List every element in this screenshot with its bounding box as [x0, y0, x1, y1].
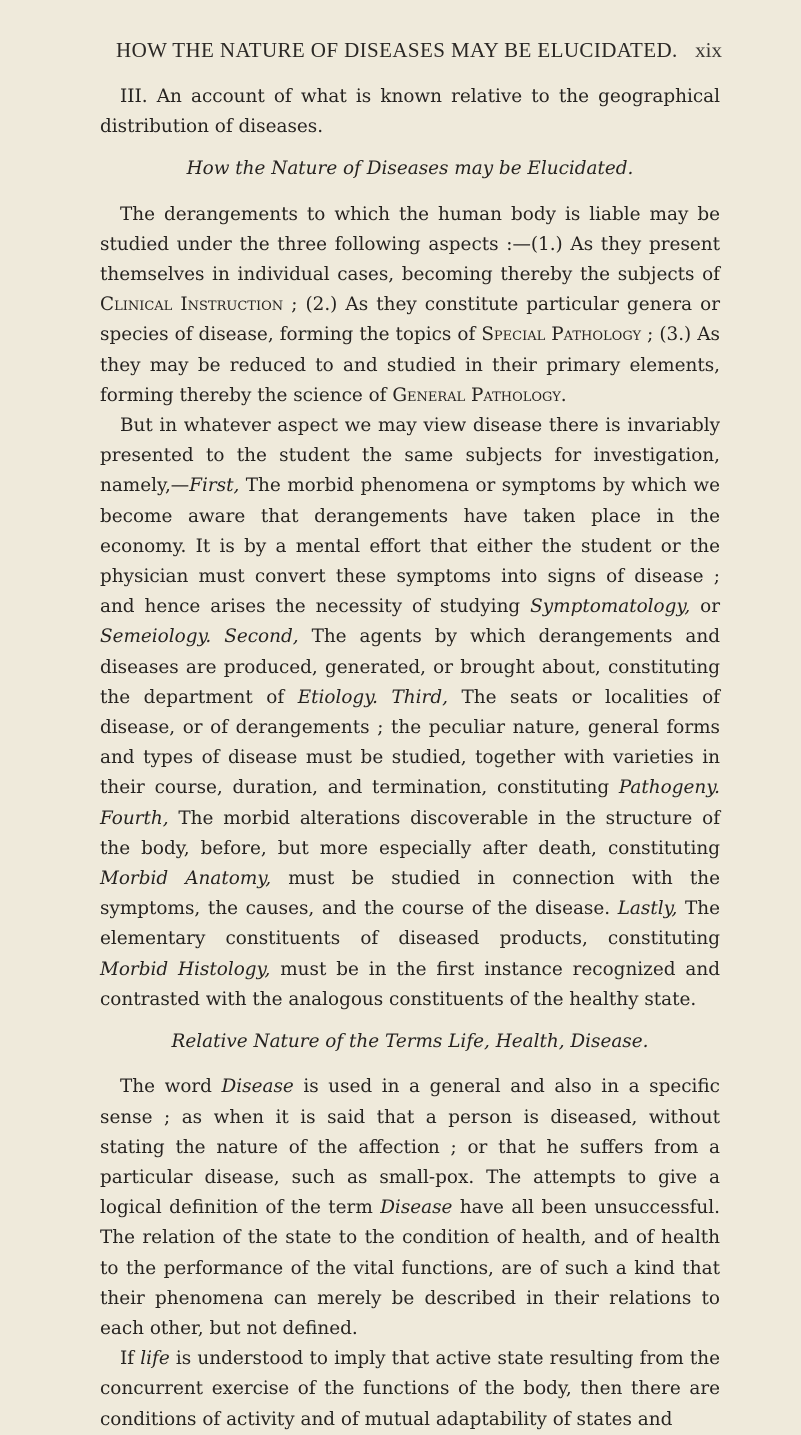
- term-general-pathology: General Pathology: [392, 384, 561, 406]
- text-run: The morbid alterations discoverable in the structure of the body, before, but more especially after death, constituting: [100, 807, 720, 859]
- section-heading-elucidated: How the Nature of Diseases may be Elucidated.: [186, 158, 634, 180]
- text-run: [211, 626, 224, 647]
- term-life: life: [140, 1348, 170, 1370]
- term-symptomatology: Symptomatology,: [530, 596, 691, 618]
- term-first: First,: [189, 475, 240, 497]
- term-semeiology: Semeiology.: [100, 626, 212, 648]
- text-run: The derangements to which the human body is liable may be studied under the three following aspects :—(1.) As they present themselves in individual cases, becoming thereby the subjects of: [100, 203, 720, 286]
- text-run: .: [560, 384, 567, 406]
- paragraph-life: [100, 1344, 720, 1435]
- paragraph-subjects: [100, 411, 720, 1015]
- text-run: must be studied in connection with the symptoms, the causes, and the course of the disease.: [100, 868, 721, 920]
- text-run: or: [690, 596, 720, 618]
- text-run: must be in the first instance recognized and contrasted with the analogous constituents of the healthy state.: [100, 958, 720, 1010]
- term-special-pathology: Special Pathology: [481, 324, 642, 346]
- text-run: The elementary constituents of diseased products, constituting: [100, 898, 720, 950]
- running-title: HOW THE NATURE OF DISEASES MAY BE ELUCIDATED.: [116, 38, 678, 62]
- text-run: ; (2.) As they constitute particular genera or species of disease, forming the topics of: [100, 294, 720, 346]
- text-run: The morbid phenomena or symptoms by which we become aware that derangements have taken place in the economy. It is by a mental effort that either the student or the physician must convert these symptoms into signs of disease ; and hence arises the necessity of studying: [100, 475, 720, 618]
- term-lastly: Lastly,: [617, 898, 678, 920]
- text-run: [378, 687, 392, 708]
- text-run: is understood to imply that active state resulting from the concurrent exercise of the functions of the body, then there are conditions of activity and of mutual adaptability of states and: [100, 1348, 721, 1430]
- body-text: [100, 82, 720, 1435]
- text-run: The seats or localities of disease, or of derangements ; the peculiar nature, general forms and types of disease must be studied, together with varieties in their course, duration, and termination, constituting: [100, 686, 720, 799]
- running-head: [100, 38, 722, 68]
- term-etiology: Etiology.: [297, 686, 378, 708]
- page-number: xix: [695, 38, 722, 62]
- term-third: Third,: [391, 686, 448, 708]
- paragraph-aspects: [100, 200, 720, 411]
- term-morbid-histology: Morbid Histology,: [100, 958, 271, 980]
- term-second: Second,: [224, 626, 299, 648]
- term-fourth: Fourth,: [100, 807, 169, 829]
- item-iii-paragraph: III. An account of what is known relative to the geographical distribution of diseases.: [100, 86, 720, 138]
- text-run: is used in a general and also in a specific sense ; as when it is said that a person is diseased, without stating the nature of the affection ; or that he suffers from a particular disease, such as small-pox. The attempts to give a logical definition of the term: [100, 1076, 720, 1219]
- text-run: ; (3.) As they may be reduced to and studied in their primary elements, forming thereby the science of: [100, 324, 720, 406]
- term-disease: Disease: [380, 1197, 453, 1219]
- section-heading-relative-nature: Relative Nature of the Terms Life, Health, Disease.: [171, 1031, 649, 1053]
- text-run: The agents by which derangements and diseases are produced, generated, or brought about, constituting the department of: [100, 626, 720, 708]
- paragraph-disease-word: [100, 1072, 720, 1344]
- term-pathogeny: Pathogeny.: [618, 777, 720, 799]
- text-run: have all been unsuccessful. The relation of the state to the condition of health, and of health to the performance of the vital functions, are of such a kind that their phenomena can merely be described in their relations to each other, but not defined.: [100, 1197, 720, 1339]
- term-morbid-anatomy: Morbid Anatomy,: [100, 868, 272, 890]
- text-run: If: [120, 1348, 141, 1370]
- text-run: But in whatever aspect we may view disease there is invariably presented to the student the same subjects for investigation, namely,—: [100, 415, 720, 497]
- term-clinical-instruction: Clinical Instruction: [100, 294, 284, 316]
- text-run: The word: [120, 1076, 222, 1098]
- term-disease: Disease: [221, 1076, 294, 1098]
